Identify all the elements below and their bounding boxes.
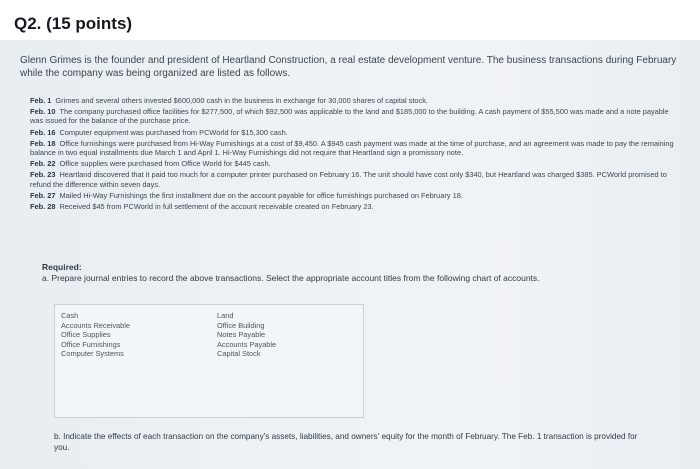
transaction-item (30, 139, 680, 157)
account-title: Office Furnishings (61, 339, 121, 349)
transaction-date: Feb. 16 (30, 127, 56, 137)
transaction-date: Feb. 10 (30, 107, 56, 117)
required-label: Required: (42, 262, 82, 272)
transaction-date: Feb. 22 (30, 159, 56, 169)
accounts-column-left (61, 311, 130, 359)
transaction-date: Feb. 23 (30, 170, 56, 180)
account-title: Computer Systems (61, 349, 124, 359)
chart-of-accounts (54, 304, 364, 418)
transaction-date: Feb. 27 (30, 190, 56, 200)
transaction-item (30, 202, 680, 211)
transaction-item (30, 96, 680, 105)
transaction-text: Heartland discovered that it paid too much for a computer printer purchased on February 16. The unit should have cost only $340, but Heartland was charged $385. PCWorld promised to refund the difference within seven days. (30, 170, 667, 189)
transaction-item (30, 170, 680, 188)
transaction-list (30, 96, 680, 213)
transaction-date: Feb. 1 (30, 96, 52, 105)
account-title: Accounts Receivable (61, 320, 131, 330)
account-title: Office Supplies (61, 330, 111, 340)
transaction-item (30, 107, 680, 125)
transaction-text: Mailed Hi-Way Furnishings the first installment due on the account payable for office furnishings purchased on February 18. (59, 190, 463, 200)
transaction-item (30, 191, 680, 200)
transaction-text: Office supplies were purchased from Office World for $445 cash. (59, 159, 271, 169)
transaction-text: Grimes and several others invested $600,000 cash in the business in exchange for 30,000 shares of capital stock. (55, 96, 428, 105)
transaction-text: Received $45 from PCWorld in full settlement of the account receivable created on February 23. (59, 202, 374, 212)
account-title: Capital Stock (217, 349, 261, 359)
required-section (42, 262, 540, 284)
intro-paragraph: Glenn Grimes is the founder and president of Heartland Construction, a real estate development venture. The business transactions during February while the company was being organized are listed as follows. (20, 55, 677, 79)
account-title: Notes Payable (217, 330, 266, 340)
part-a-instructions: a. Prepare journal entries to record the above transactions. Select the appropriate account titles from the following chart of accounts. (42, 273, 540, 283)
question-panel (0, 40, 700, 469)
account-title: Accounts Payable (217, 339, 277, 349)
transaction-text: The company purchased office facilities for $277,500, of which $92,500 was applicable to the land and $185,000 to the building. A cash payment of $55,500 was made and a note payable was issued for the balance of the purchase price. (30, 107, 669, 126)
transaction-date: Feb. 18 (30, 138, 56, 148)
account-title: Cash (61, 311, 79, 320)
account-title: Land (217, 311, 234, 320)
transaction-item (30, 159, 680, 168)
part-b-instructions: b. Indicate the effects of each transaction on the company's assets, liabilities, and owners' equity for the month of February. The Feb. 1 transaction is provided for you. (54, 432, 638, 452)
transaction-text: Office furnishings were purchased from Hi-Way Furnishings at a cost of $9,450. A $945 cash payment was made at the time of purchase, and an agreement was made to pay the remaining balance in two equal installments due March 1 and April 1. Hi-Way Furnishings did not require that Heartland sign a promissory note. (30, 138, 674, 158)
transaction-date: Feb. 28 (30, 202, 56, 212)
accounts-column-right (217, 311, 276, 359)
question-title: Q2. (15 points) (14, 14, 133, 33)
account-title: Office Building (217, 320, 265, 330)
transaction-text: Computer equipment was purchased from PCWorld for $15,300 cash. (59, 127, 288, 137)
transaction-item (30, 128, 680, 137)
